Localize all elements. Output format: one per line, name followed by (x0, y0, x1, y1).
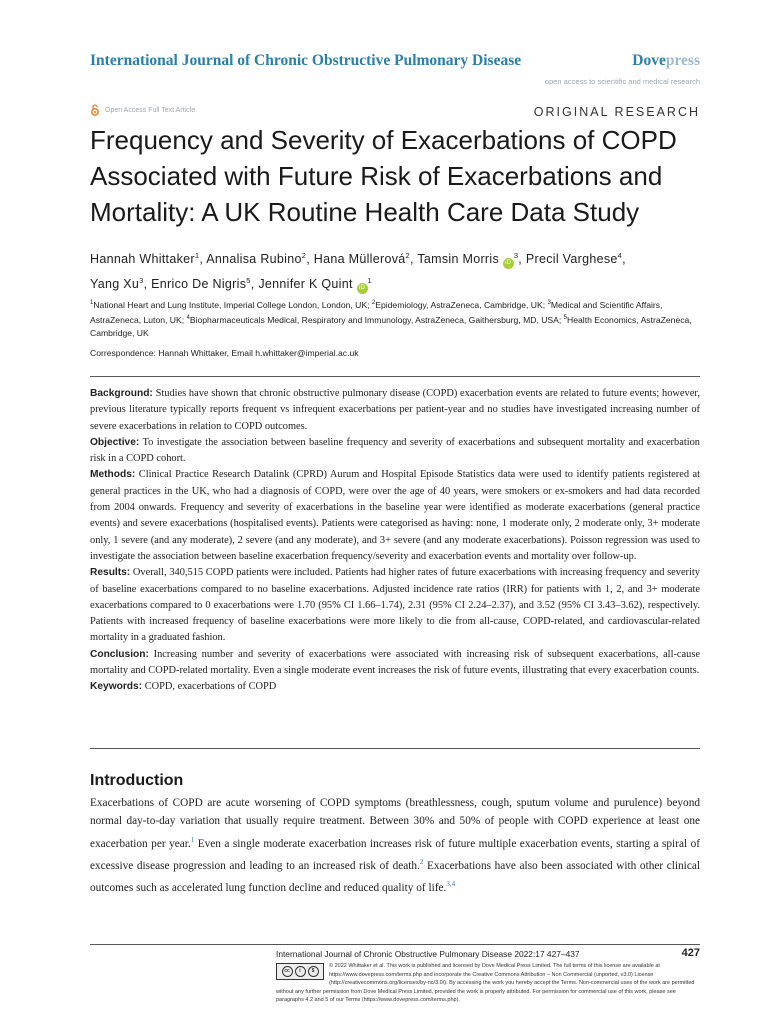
abstract-background (90, 386, 700, 435)
abstract-objective-label: Objective: (90, 436, 140, 448)
abstract-conclusion-label: Conclusion: (90, 648, 149, 660)
publisher-tagline: open access to scientific and medical research (544, 77, 700, 86)
cc-license-icon[interactable]: cc i $ (276, 963, 324, 980)
abstract-conclusion-text: Increasing number and severity of exacerbations were associated with increasing risk of subsequent exacerbations, all-cause mortality and COPD-related mortality. Even a single moderate event increases the risk of future events, illustrating that every exacerbation counts. (90, 648, 700, 677)
author-separator: , (518, 252, 526, 267)
orcid-icon[interactable]: iD (357, 283, 368, 294)
author-5[interactable]: Precil Varghese (525, 252, 618, 267)
author-affiliation-ref: 2 (301, 251, 307, 260)
author-8[interactable]: Jennifer K Quint (258, 277, 353, 292)
author-separator: , (250, 277, 259, 292)
author-list (90, 245, 710, 295)
abstract-background-text: Studies have shown that chronic obstructive pulmonary disease (COPD) exacerbation events are related to future events; however, previous literature typically reports frequent vs infrequent exacerbations per patient-year and no studies have investigated increasing number of severe exacerbations in relation to COPD outcomes. (90, 388, 700, 432)
affiliations (90, 297, 700, 340)
author-affiliation-ref: 4 (617, 251, 623, 260)
abstract-background-label: Background: (90, 388, 153, 399)
abstract-results-label: Results: (90, 567, 131, 579)
author-affiliation-ref: 3 (513, 251, 519, 260)
introduction-text: Exacerbations have also been associated with other clinical outcomes such as accelerated lung function decline and reduced quality of life. (90, 859, 700, 894)
abstract-methods-text: Clinical Practice Research Datalink (CPRD) Aurum and Hospital Episode Statistics data were used to identify patients registered at general practices in the UK, who had a diagnosis of COPD, were over the age of 40 years, were smokers or ex-smokers and had data recorded from 2004 onwards. Frequency and severity of exacerbations in the baseline year were identified as moderate exacerbations (general practice events) and severe exacerbations (hospitalised events). Patients were categorised as having: none, 1 moderate only, 2 moderate only, 3+ moderate only, 1 severe (and any moderate), 2 severe (and any moderate), and 3+ severe (and any moderate exacerbations). Poisson regression was used to investigate the association between baseline exacerbation frequency/severity and exacerbation events and mortality over follow-up. (90, 469, 700, 562)
abstract-conclusion (90, 647, 700, 680)
article-type-label: ORIGINAL RESEARCH (533, 105, 700, 119)
author-affiliation-ref: 5 (246, 276, 251, 286)
abstract-objective (90, 435, 700, 468)
abstract-results-text: Overall, 340,515 COPD patients were included. Patients had higher rates of future exacerbations with increasing frequency and severity of baseline exacerbations compared to no baseline exacerbations. Adjusted incidence rate ratios (IRR) for patients with 1, 2, and 3+ moderate exacerbations compared to 0 exacerbations were 1.70 (95% CI 1.66–1.74), 2.31 (95% CI 2.24–2.37), and 3.52 (95% CI 3.43–3.62), respectively. Patients with increased frequency of baseline exacerbations were more likely to die from all-cause, COPD-related, and cardiovascular-related mortality in a graduated fashion. (90, 567, 700, 644)
citation-link[interactable]: 3,4 (446, 879, 456, 888)
abstract-methods-label: Methods: (90, 469, 136, 481)
author-affiliation-ref: 3 (139, 276, 144, 286)
author-7[interactable]: Enrico De Nigris (151, 277, 247, 292)
journal-title[interactable]: International Journal of Chronic Obstructive Pulmonary Disease (90, 52, 522, 69)
citation-link[interactable]: 2 (419, 857, 424, 866)
affiliation-number: 4 (186, 314, 190, 321)
publisher-logo-dove: Dove (632, 52, 666, 69)
affiliation-text: Medical and Scientific Affairs, AstraZeneca, Luton, UK; (90, 299, 663, 325)
abstract-methods (90, 467, 700, 565)
author-4[interactable]: Tamsin Morris (417, 252, 500, 267)
license-text: © 2022 Whittaker et al. This work is published and licensed by Dove Medical Press Limited. The full terms of this license are available at https://www.dovepress.com/terms.php and incorporate the Creative Commons Attribution – Non Commercial (unported, v3.0) License (http://creativecommons.org/licenses/by-nc/3.0/). By accessing the work you hereby accept the Terms. Non-commercial uses of the work are permitted without any further permission from Dove Medical Press Limited, provided the work is properly attributed. For permission for commercial use of this work, please see paragraphs 4.2 and 5 of our Terms (https://www.dovepress.com/terms.php). (276, 963, 695, 1003)
author-2[interactable]: Annalisa Rubino (206, 252, 302, 267)
author-3[interactable]: Hana Müllerová (313, 252, 406, 267)
introduction-text: Exacerbations of COPD are acute worsening of COPD symptoms (breathlessness, cough, sputum volume and purulence) beyond normal day-to-day variation that usually require treatment. Between 30% and 50% of people with COPD experience at least one exacerbation per year. (90, 797, 700, 850)
author-separator: , (622, 252, 626, 267)
open-access-badge (90, 104, 195, 116)
article-title: Frequency and Severity of Exacerbations of COPD Associated with Future Risk of Exacerbations and Mortality: A UK Routine Health Care Data Study (90, 125, 677, 227)
page-number: 427 (681, 947, 700, 959)
abstract (90, 386, 700, 696)
author-separator: , (410, 252, 418, 267)
author-6[interactable]: Yang Xu (90, 277, 140, 292)
publisher-logo-press: press (665, 52, 700, 69)
abstract-bottom-rule (90, 748, 700, 749)
affiliation-text: Epidemiology, AstraZeneca, Cambridge, UK; (375, 299, 548, 310)
affiliation-number: 5 (563, 314, 568, 321)
affiliation-number: 3 (547, 300, 551, 306)
abstract-keywords-text: COPD, exacerbations of COPD (144, 681, 277, 693)
affiliation-number: 1 (90, 300, 94, 306)
footer-rule (90, 944, 700, 945)
abstract-results (90, 565, 700, 646)
orcid-icon[interactable]: iD (503, 258, 514, 269)
license-notice (276, 962, 700, 1005)
author-affiliation-ref: 1 (194, 251, 200, 260)
abstract-keywords-label: Keywords: (90, 681, 143, 693)
abstract-objective-text: To investigate the association between baseline frequency and severity of exacerbations and subsequent mortality and exacerbation risk in a COPD cohort. (90, 436, 700, 465)
correspondence[interactable]: Correspondence: Hannah Whittaker, Email h.whittaker@imperial.ac.uk (90, 348, 359, 358)
abstract-keywords (90, 679, 700, 695)
author-separator: , (143, 277, 152, 292)
author-affiliation-ref: 2 (405, 251, 411, 260)
open-access-lock-icon (90, 104, 100, 116)
footer-citation: International Journal of Chronic Obstructive Pulmonary Disease 2022:17 427–437 (276, 949, 580, 959)
affiliation-text: National Heart and Lung Institute, Imperial College London, London, UK; (93, 299, 372, 310)
affiliation-number: 2 (371, 300, 376, 306)
abstract-top-rule (90, 376, 700, 377)
open-access-label: Open Access Full Text Article (105, 106, 196, 114)
citation-link[interactable]: 1 (190, 835, 195, 844)
author-1[interactable]: Hannah Whittaker (90, 252, 195, 267)
introduction-text: Even a single moderate exacerbation increases risk of future multiple exacerbation events, starting a spiral of excessive disease progression and leading to an increased risk of death. (90, 837, 700, 872)
author-affiliation-ref: 1 (367, 276, 373, 286)
author-separator: , (306, 252, 314, 267)
introduction-paragraph (90, 794, 700, 897)
affiliation-text: Biopharmaceuticals Medical, Respiratory and Immunology, AstraZeneca, Gaithersburg, MD, USA; (189, 314, 564, 325)
publisher-logo[interactable] (632, 52, 700, 70)
introduction-heading: Introduction (90, 772, 184, 789)
author-separator: , (199, 252, 207, 267)
affiliation-text: Health Economics, AstraZeneca, Cambridge, UK (90, 314, 692, 338)
